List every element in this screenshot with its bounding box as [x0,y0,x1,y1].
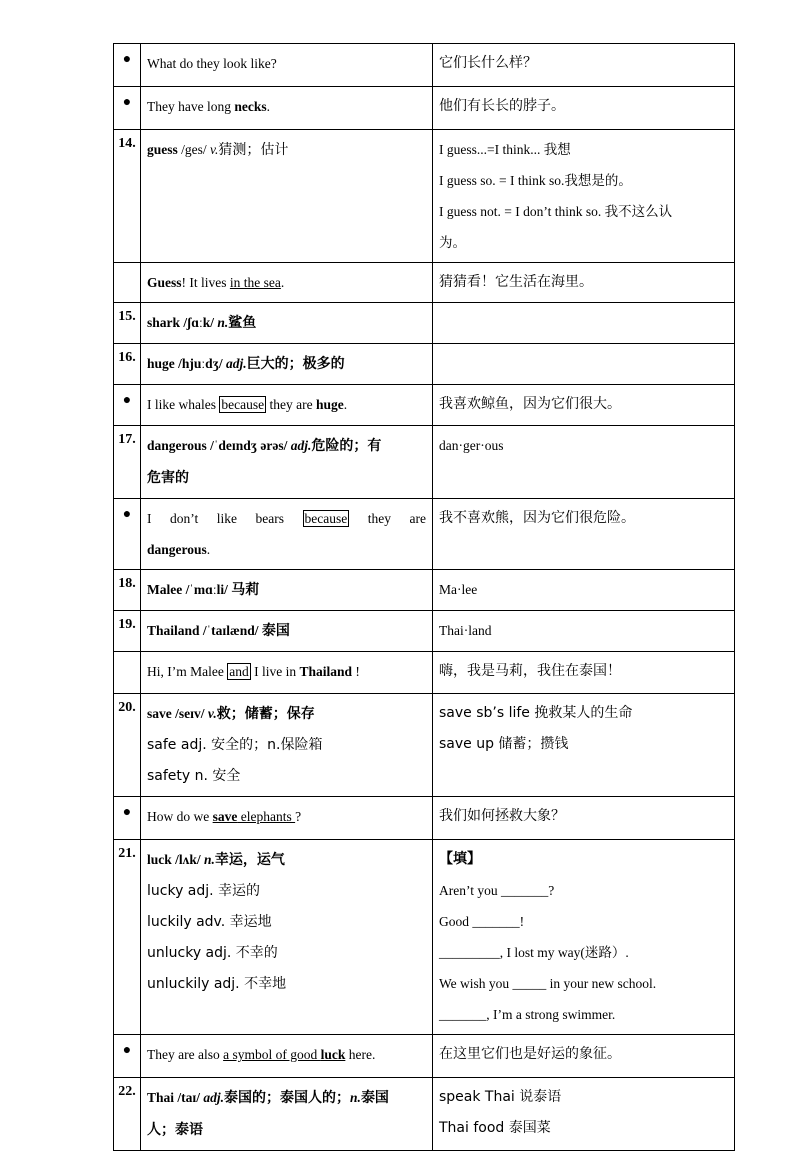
table-row [114,303,735,344]
headword-entry: Malee /ˈmɑːli/ 马莉 [141,570,433,611]
entry-number: 18. [114,570,141,611]
chinese-translation: 猜猜看！它生活在海里。 [433,263,735,303]
entry-number: 22. [114,1078,141,1151]
table-row [114,694,735,797]
chinese-translation: 我们如何拯救大象？ [433,797,735,840]
table-row [114,130,735,263]
vocabulary-table [113,43,735,1151]
table-row [114,499,735,570]
english-sentence: Guess! It lives in the sea. [141,263,433,303]
table-row [114,840,735,1035]
english-sentence: They have long necks. [141,87,433,130]
headword-entry: Thailand /ˈtaɪlænd/ 泰国 [141,611,433,652]
usage-notes: speak Thai 说泰语 Thai food 泰国菜 [433,1078,735,1151]
headword-entry: Thai /taɪ/ adj.泰国的；泰国人的；n.泰国 人；泰语 [141,1078,433,1151]
entry-number: 19. [114,611,141,652]
empty-marker [114,652,141,694]
table-row [114,426,735,499]
syllable-split: Thai·land [433,611,735,652]
english-sentence: How do we save elephants ? [141,797,433,840]
table-row [114,1078,735,1151]
entry-number: 15. [114,303,141,344]
table-row [114,652,735,694]
table-row [114,44,735,87]
headword-entry: guess /ges/ v.猜测；估计 [141,130,433,263]
bullet-marker: ● [114,797,141,840]
syllable-split: Ma·lee [433,570,735,611]
headword-entry: huge /hjuːdʒ/ adj.巨大的；极多的 [141,344,433,385]
empty-cell [433,344,735,385]
chinese-translation: 我不喜欢熊，因为它们很危险。 [433,499,735,570]
table-row [114,385,735,426]
usage-notes: save sb’s life 挽救某人的生命 save up 储蓄；攒钱 [433,694,735,797]
chinese-translation: 它们长什么样？ [433,44,735,87]
bullet-marker: ● [114,499,141,570]
bullet-marker: ● [114,385,141,426]
entry-number: 14. [114,130,141,263]
usage-notes: I guess...=I think... 我想 I guess so. = I think so.我想是的。 I guess not. = I don’t think so. 我不这么认 为。 [433,130,735,263]
table-row [114,1035,735,1078]
chinese-translation: 我喜欢鲸鱼，因为它们很大。 [433,385,735,426]
empty-cell [433,303,735,344]
bullet-marker: ● [114,1035,141,1078]
entry-number: 20. [114,694,141,797]
chinese-translation: 他们有长长的脖子。 [433,87,735,130]
entry-number: 21. [114,840,141,1035]
bullet-marker: ● [114,44,141,87]
english-sentence: They are also a symbol of good luck here. [141,1035,433,1078]
headword-entry: dangerous /ˈdeɪndʒ ərəs/ adj.危险的；有 危害的 [141,426,433,499]
table-row [114,570,735,611]
bullet-marker: ● [114,87,141,130]
english-sentence: Hi, I’m Malee and I live in Thailand ! [141,652,433,694]
english-sentence: I like whales because they are huge. [141,385,433,426]
chinese-translation: 嗨，我是马莉，我住在泰国！ [433,652,735,694]
entry-number: 16. [114,344,141,385]
headword-entry: shark /ʃɑːk/ n.鲨鱼 [141,303,433,344]
entry-number: 17. [114,426,141,499]
fill-in-exercise: 【填】 Aren’t you _______? Good _______! _________, I lost my way(迷路）. We wish you _____ in your new school. _______, I’m a strong swimmer. [433,840,735,1035]
table-row [114,263,735,303]
table-row [114,344,735,385]
headword-entry: save /seɪv/ v.救；储蓄；保存 safe adj. 安全的；n.保险箱 safety n. 安全 [141,694,433,797]
headword-entry: luck /lʌk/ n.幸运，运气 lucky adj. 幸运的 luckily adv. 幸运地 unlucky adj. 不幸的 unluckily adj. 不幸地 [141,840,433,1035]
syllable-split: dan·ger·ous [433,426,735,499]
english-sentence: What do they look like? [141,44,433,87]
empty-marker [114,263,141,303]
english-sentence: I don’t like bears because they are dangerous. [141,499,433,570]
table-row [114,797,735,840]
table-row [114,87,735,130]
table-row [114,611,735,652]
chinese-translation: 在这里它们也是好运的象征。 [433,1035,735,1078]
